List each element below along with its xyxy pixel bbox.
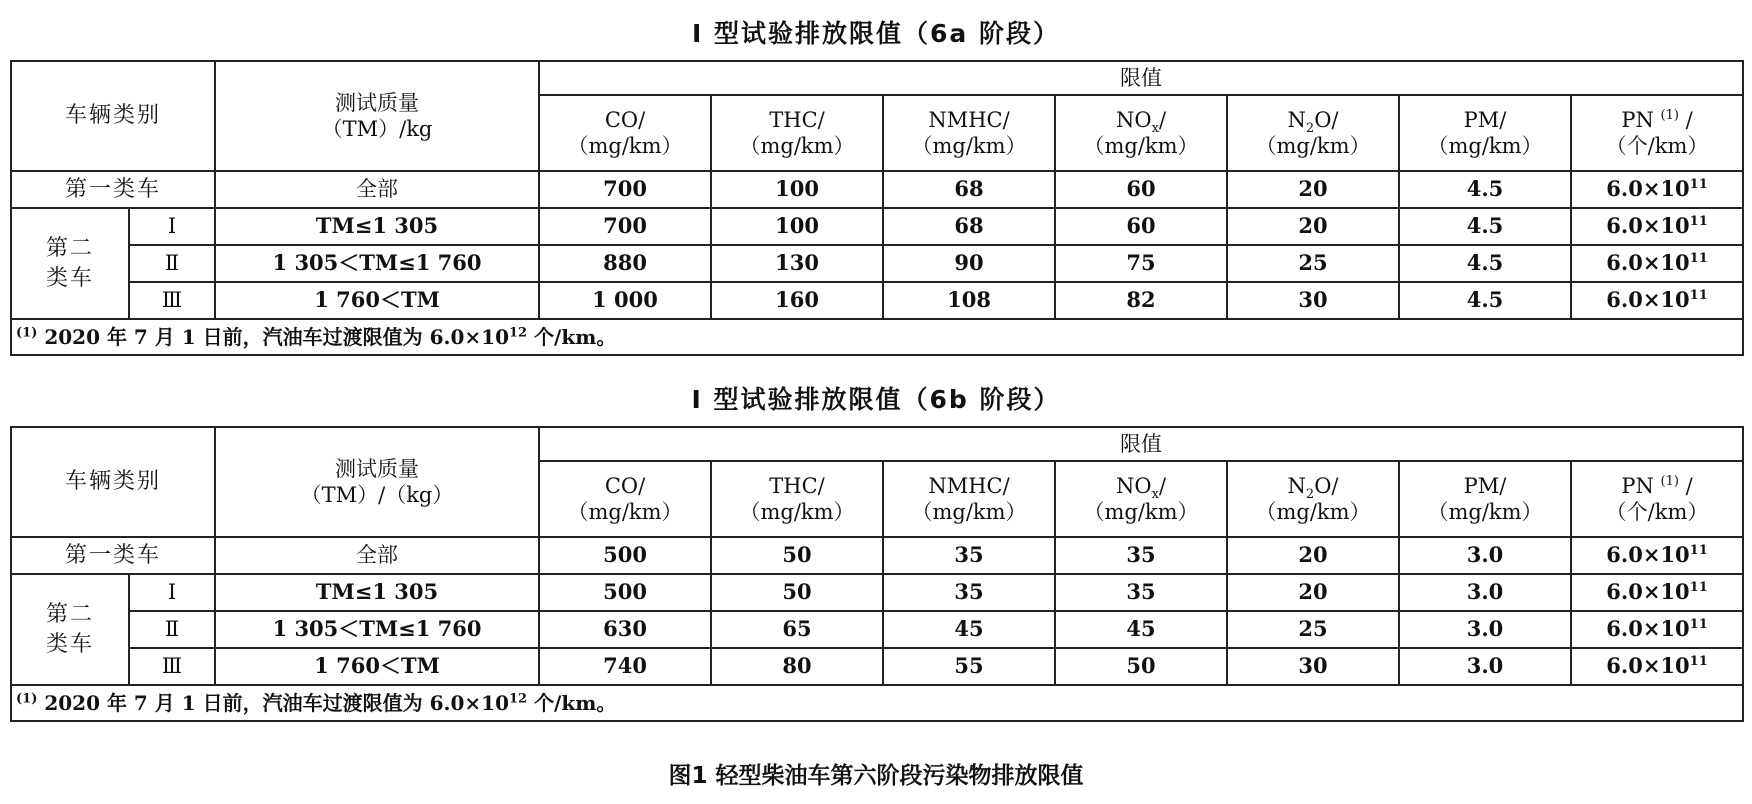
cell-co: 700	[539, 171, 711, 208]
header-pm	[1399, 95, 1571, 171]
table-title-6a: Ⅰ 型试验排放限值（6a 阶段）	[692, 19, 1060, 48]
row-mass: 1 305＜TM≤1 760	[215, 611, 539, 648]
row-subclass: Ⅱ	[129, 245, 215, 282]
table-title-6b: Ⅰ 型试验排放限值（6b 阶段）	[691, 385, 1061, 414]
row-mass: 全部	[215, 537, 539, 574]
header-nmhc-unit: （mg/km）	[911, 134, 1027, 158]
header-nmhc	[883, 461, 1055, 537]
row-category: 第一类车	[11, 537, 215, 574]
header-limits: 限值	[539, 427, 1743, 461]
cell-co: 500	[539, 574, 711, 611]
header-co-unit: （mg/km）	[567, 134, 683, 158]
cell-n2o: 25	[1227, 611, 1399, 648]
cell-thc: 50	[711, 537, 883, 574]
header-pn-label: PN $^{(1)}$ /	[1621, 107, 1693, 132]
cell-thc: 100	[711, 208, 883, 245]
cell-pm: 3.0	[1399, 574, 1571, 611]
header-pm	[1399, 461, 1571, 537]
header-thc-label: THC/	[769, 473, 825, 498]
header-thc-label: THC/	[769, 107, 825, 132]
header-nmhc-label: NMHC/	[928, 107, 1010, 132]
cell-nmhc: 68	[883, 208, 1055, 245]
cell-thc: 160	[711, 282, 883, 319]
table-footnote: $^{(1)}$ 2020 年 7 月 1 日前，汽油车过渡限值为 $6.0\times 10^{12}$ 个/km。	[11, 685, 1743, 721]
row-mass: TM≤1 305	[215, 208, 539, 245]
cell-nmhc: 108	[883, 282, 1055, 319]
header-n2o	[1227, 461, 1399, 537]
header-thc-unit: （mg/km）	[739, 134, 855, 158]
header-co	[539, 461, 711, 537]
row-mass: 1 305＜TM≤1 760	[215, 245, 539, 282]
limits-table-6a	[10, 60, 1744, 356]
header-co-label: CO/	[604, 473, 646, 498]
cell-pn: $6.0\times 10^{11}$	[1571, 208, 1743, 245]
cell-nox: 75	[1055, 245, 1227, 282]
row-mass: 1 760＜TM	[215, 648, 539, 685]
header-pn	[1571, 95, 1743, 171]
cell-nox: 35	[1055, 574, 1227, 611]
row-subclass: Ⅲ	[129, 282, 215, 319]
cell-pn: $6.0\times 10^{11}$	[1571, 537, 1743, 574]
row-subclass: Ⅰ	[129, 574, 215, 611]
cell-pn: $6.0\times 10^{11}$	[1571, 611, 1743, 648]
cell-thc: 65	[711, 611, 883, 648]
cell-nox: 60	[1055, 171, 1227, 208]
row-mass: 1 760＜TM	[215, 282, 539, 319]
cell-nmhc: 35	[883, 537, 1055, 574]
header-n2o-label: $N_2O/$	[1287, 107, 1339, 136]
cell-nox: 82	[1055, 282, 1227, 319]
header-nmhc-label: NMHC/	[928, 473, 1010, 498]
cell-n2o: 25	[1227, 245, 1399, 282]
header-nox-label: $NO_x/$	[1116, 107, 1167, 136]
cell-pm: 3.0	[1399, 648, 1571, 685]
header-test-mass-line1: 测试质量	[335, 90, 420, 115]
cell-nmhc: 35	[883, 574, 1055, 611]
header-thc	[711, 461, 883, 537]
header-test-mass	[215, 61, 539, 171]
header-pm-label: PM/	[1463, 107, 1507, 132]
header-pm-unit: （mg/km）	[1427, 134, 1543, 158]
header-thc-unit: （mg/km）	[739, 500, 855, 524]
cell-n2o: 20	[1227, 171, 1399, 208]
header-nox	[1055, 95, 1227, 171]
header-co	[539, 95, 711, 171]
header-nox-unit: （mg/km）	[1083, 134, 1199, 158]
header-pn-unit: （个/km）	[1605, 134, 1709, 158]
row-category: 第一类车	[11, 171, 215, 208]
cell-pn: $6.0\times 10^{11}$	[1571, 282, 1743, 319]
cell-nox: 45	[1055, 611, 1227, 648]
header-n2o	[1227, 95, 1399, 171]
header-pn	[1571, 461, 1743, 537]
cell-n2o: 30	[1227, 282, 1399, 319]
cell-n2o: 30	[1227, 648, 1399, 685]
table-row	[11, 537, 1743, 574]
cell-pm: 4.5	[1399, 282, 1571, 319]
header-thc	[711, 95, 883, 171]
header-nox	[1055, 461, 1227, 537]
second-class-category: 第二 类车	[11, 574, 129, 685]
header-n2o-unit: （mg/km）	[1255, 134, 1371, 158]
header-nmhc	[883, 95, 1055, 171]
cell-pm: 3.0	[1399, 611, 1571, 648]
figure-caption: 图1 轻型柴油车第六阶段污染物排放限值	[668, 763, 1084, 789]
cell-nox: 35	[1055, 537, 1227, 574]
table-row	[11, 282, 1743, 319]
row-mass: TM≤1 305	[215, 574, 539, 611]
header-test-mass-line1: 测试质量	[335, 456, 420, 481]
cell-pm: 4.5	[1399, 245, 1571, 282]
cell-n2o: 20	[1227, 208, 1399, 245]
cell-thc: 80	[711, 648, 883, 685]
header-pn-unit: （个/km）	[1605, 500, 1709, 524]
cell-pn: $6.0\times 10^{11}$	[1571, 245, 1743, 282]
cell-pn: $6.0\times 10^{11}$	[1571, 171, 1743, 208]
cell-nox: 60	[1055, 208, 1227, 245]
header-n2o-label: $N_2O/$	[1287, 473, 1339, 502]
cell-nmhc: 68	[883, 171, 1055, 208]
cell-n2o: 20	[1227, 574, 1399, 611]
header-test-mass-line2: （TM）/kg	[321, 117, 433, 141]
second-class-category: 第二 类车	[11, 208, 129, 319]
table-row	[11, 648, 1743, 685]
cell-pm: 3.0	[1399, 537, 1571, 574]
cell-pn: $6.0\times 10^{11}$	[1571, 648, 1743, 685]
cell-nmhc: 55	[883, 648, 1055, 685]
header-pm-label: PM/	[1463, 473, 1507, 498]
table-row	[11, 574, 1743, 611]
cell-co: 500	[539, 537, 711, 574]
header-co-label: CO/	[604, 107, 646, 132]
table-row	[11, 611, 1743, 648]
table-row	[11, 245, 1743, 282]
header-vehicle-category: 车辆类别	[11, 427, 215, 537]
header-test-mass	[215, 427, 539, 537]
row-subclass: Ⅲ	[129, 648, 215, 685]
cell-thc: 100	[711, 171, 883, 208]
cell-nmhc: 90	[883, 245, 1055, 282]
header-limits: 限值	[539, 61, 1743, 95]
cell-pn: $6.0\times 10^{11}$	[1571, 574, 1743, 611]
header-pn-label: PN $^{(1)}$ /	[1621, 473, 1693, 498]
cell-co: 1 000	[539, 282, 711, 319]
table-row	[11, 171, 1743, 208]
row-subclass: Ⅱ	[129, 611, 215, 648]
row-subclass: Ⅰ	[129, 208, 215, 245]
cell-pm: 4.5	[1399, 171, 1571, 208]
header-n2o-unit: （mg/km）	[1255, 500, 1371, 524]
table-footnote: $^{(1)}$ 2020 年 7 月 1 日前，汽油车过渡限值为 $6.0\times 10^{12}$ 个/km。	[11, 319, 1743, 355]
header-nmhc-unit: （mg/km）	[911, 500, 1027, 524]
cell-thc: 130	[711, 245, 883, 282]
cell-nox: 50	[1055, 648, 1227, 685]
table-row	[11, 208, 1743, 245]
header-vehicle-category: 车辆类别	[11, 61, 215, 171]
limits-table-6b	[10, 426, 1744, 722]
cell-co: 880	[539, 245, 711, 282]
cell-nmhc: 45	[883, 611, 1055, 648]
header-test-mass-line2: （TM）/（kg）	[300, 483, 454, 507]
cell-pm: 4.5	[1399, 208, 1571, 245]
cell-thc: 50	[711, 574, 883, 611]
header-co-unit: （mg/km）	[567, 500, 683, 524]
cell-co: 700	[539, 208, 711, 245]
header-nox-unit: （mg/km）	[1083, 500, 1199, 524]
header-nox-label: $NO_x/$	[1116, 473, 1167, 502]
cell-co: 630	[539, 611, 711, 648]
header-pm-unit: （mg/km）	[1427, 500, 1543, 524]
row-mass: 全部	[215, 171, 539, 208]
cell-co: 740	[539, 648, 711, 685]
cell-n2o: 20	[1227, 537, 1399, 574]
